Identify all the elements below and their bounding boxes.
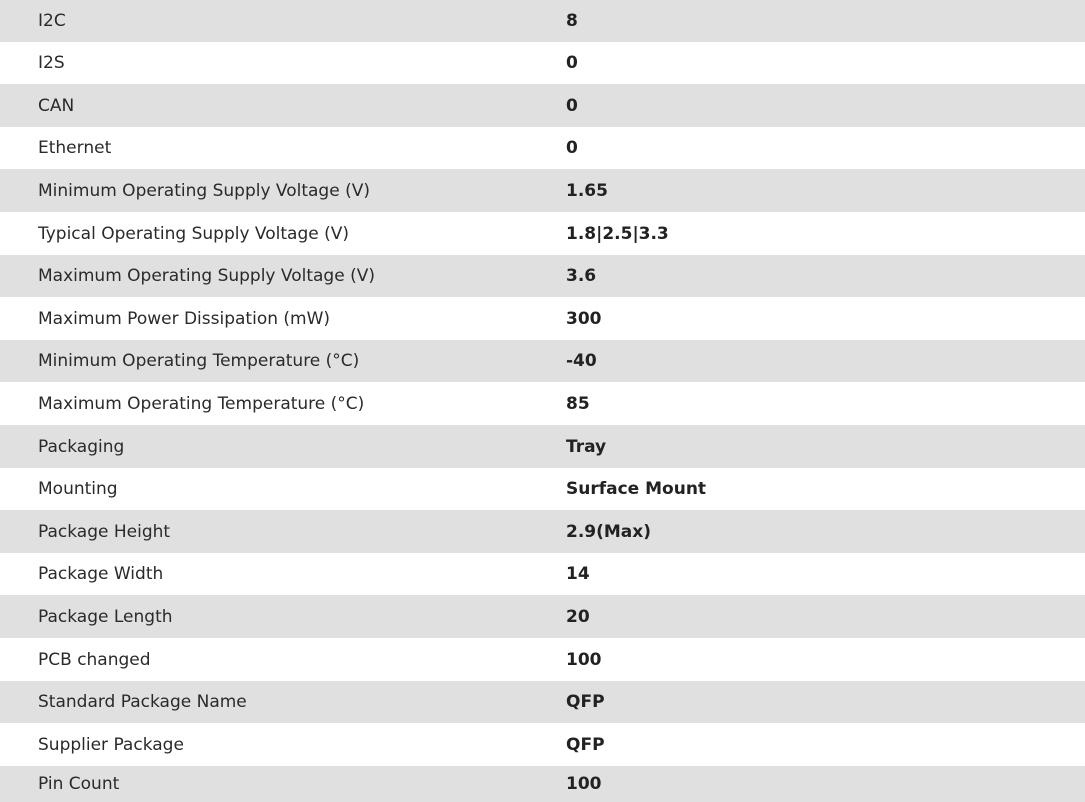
table-row (0, 766, 1085, 802)
table-row (0, 340, 1085, 382)
row-value: 0 (566, 138, 578, 158)
row-label: I2C (38, 11, 66, 31)
row-label: Packaging (38, 436, 125, 457)
table-row (0, 169, 1085, 212)
row-value: 8 (566, 11, 578, 31)
row-value: 100 (566, 774, 602, 794)
row-label: Typical Operating Supply Voltage (V) (38, 223, 349, 244)
row-value: 1.65 (566, 180, 608, 201)
row-label: Maximum Operating Temperature (°C) (38, 393, 365, 414)
row-value: 1.8|2.5|3.3 (566, 223, 669, 244)
row-label: Package Height (38, 521, 171, 542)
row-label: PCB changed (38, 649, 151, 670)
table-row (0, 723, 1085, 766)
table-row (0, 553, 1085, 595)
table-row (0, 425, 1085, 468)
row-value: 14 (566, 564, 590, 584)
row-value: 3.6 (566, 266, 597, 286)
table-row (0, 212, 1085, 255)
row-value: 0 (566, 95, 578, 116)
row-label: Ethernet (38, 138, 112, 158)
table-row (0, 42, 1085, 84)
row-value: QFP (566, 692, 605, 712)
table-row (0, 84, 1085, 127)
row-label: Mounting (38, 479, 118, 499)
row-value: Tray (566, 436, 607, 457)
row-label: Pin Count (38, 774, 120, 794)
row-value: Surface Mount (566, 479, 707, 499)
table-row (0, 255, 1085, 297)
table-row (0, 510, 1085, 553)
table-row (0, 681, 1085, 723)
row-label: Minimum Operating Supply Voltage (V) (38, 180, 370, 201)
table-row (0, 382, 1085, 425)
table-row (0, 638, 1085, 681)
row-value: 100 (566, 649, 602, 670)
row-label: Package Length (38, 606, 173, 627)
row-label: Package Width (38, 564, 164, 584)
table-row (0, 297, 1085, 340)
row-value: QFP (566, 734, 605, 755)
row-label: I2S (38, 53, 65, 73)
row-value: 0 (566, 53, 578, 73)
table-row (0, 127, 1085, 169)
row-label: Minimum Operating Temperature (°C) (38, 351, 360, 371)
row-label: Standard Package Name (38, 692, 247, 712)
table-row (0, 595, 1085, 638)
row-label: Supplier Package (38, 734, 184, 755)
row-value: 20 (566, 606, 590, 627)
row-value: 300 (566, 308, 602, 329)
row-value: -40 (566, 351, 597, 371)
row-label: Maximum Power Dissipation (mW) (38, 308, 331, 329)
table-row (0, 468, 1085, 510)
row-label: CAN (38, 95, 75, 116)
row-value: 85 (566, 393, 590, 414)
row-value: 2.9(Max) (566, 521, 652, 542)
table-row (0, 0, 1085, 42)
row-label: Maximum Operating Supply Voltage (V) (38, 266, 375, 286)
